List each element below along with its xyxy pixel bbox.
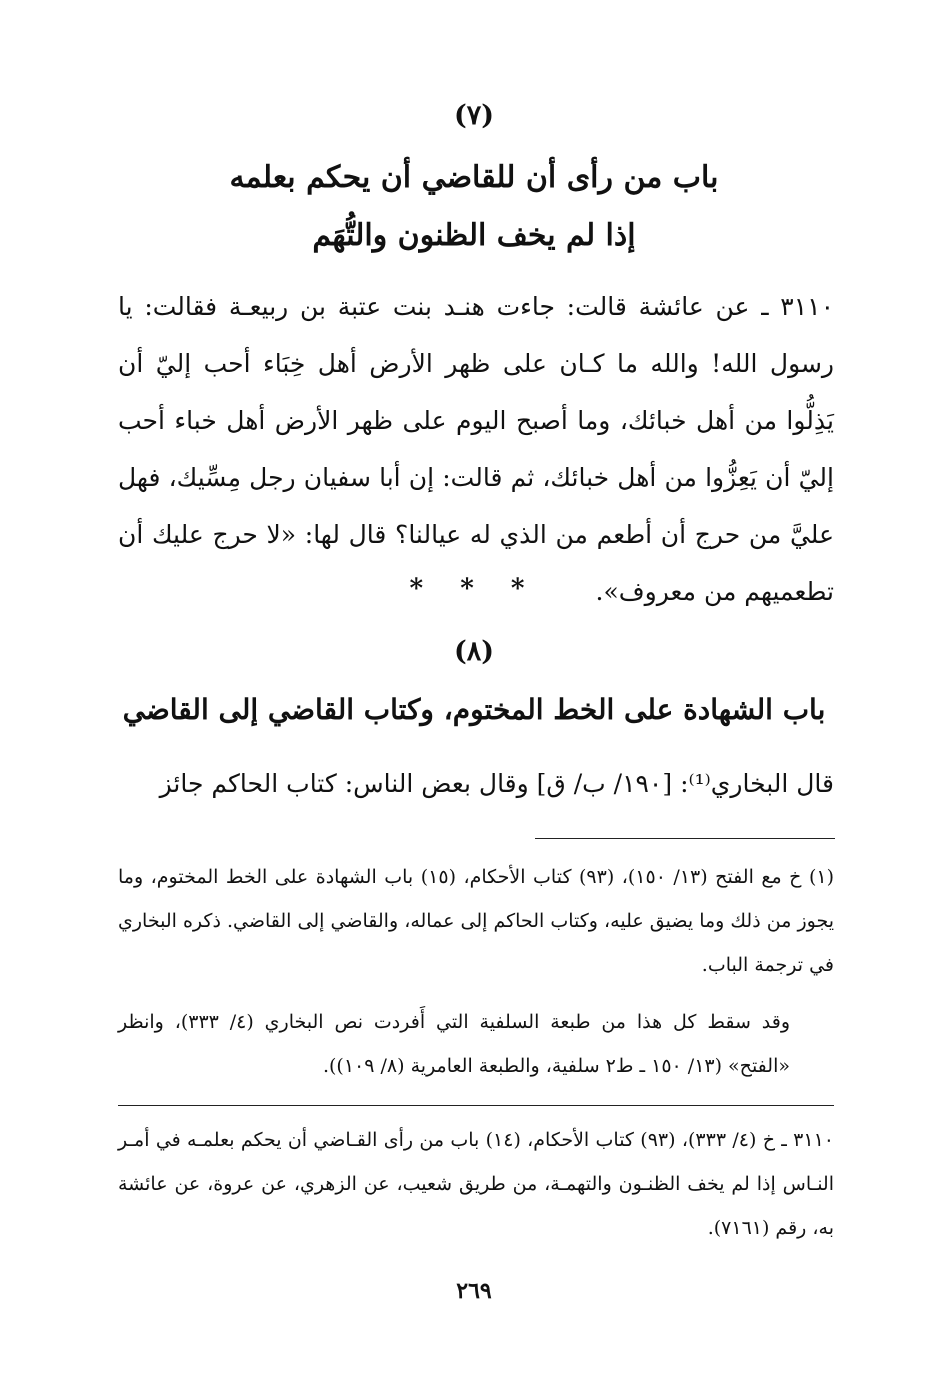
section-separator: * * * [409, 574, 539, 604]
footnote-1-continuation: وقد سقط كل هذا من طبعة السلفية التي أَفردت نص البخاري (٤/ ٣٣٣)، وانظر «الفتح» (١٣/ ١٥٠ ـ ط٢ سلفية، والطبعة العامرية (٨/ ١٠٩)). [118, 1011, 790, 1077]
hadith-text: ٣١١٠ ـ عن عائشة قالت: جاءت هنـد بنت عتبة بن ربيعـة فقالت: يا رسول الله! والله ما كـان على ظهر الأرض أهل خِبَاء أحب إليّ أن يَذِلُّوا من أهل خبائك، وما أصبح اليوم على ظهر الأرض أهل خباء أحب إليّ أن يَعِزُّوا من أهل خبائك، ثم قالت: إن أبا سفيان رجل مِسِّيك، فهل عليَّ من حرج أن أطعم من الذي له عيالنا؟ قال لها: «لا حرج عليك أن تطعميهم من معروف». [118, 292, 834, 606]
chapter-number-8: (٨) [453, 636, 495, 667]
hadith-reference-note: ٣١١٠ ـ خ (٤/ ٣٣٣)، (٩٣) كتاب الأحكام، (١٤) باب من رأى القـاضي أن يحكم بعلمـه في أمـر النـاس إذا لم يخف الظنـون والتهمـة، من طريق شعيب، عن الزهري، عن عروة، عن عائشة به، رقم (٧١٦١). [118, 1129, 834, 1239]
footnote-1: (١) خ مع الفتح (١٣/ ١٥٠)، (٩٣) كتاب الأحكام، (١٥) باب الشهادة على الخط المختوم، وما يجوز من ذلك وما يضيق عليه، وكتاب الحاكم إلى عماله، والقاضي إلى القاضي. ذكره البخاري في ترجمة الباب. [118, 866, 834, 976]
commentary-divider [118, 1105, 834, 1106]
chapter-title-8: باب الشهادة على الخط المختوم، وكتاب القاضي إلى القاضي [122, 693, 826, 726]
chapter-title-7-line2: إذا لم يخف الظنون والتُّهَم [312, 218, 636, 253]
chapter-number-7: (٧) [453, 100, 495, 131]
page-number: ٢٦٩ [456, 1278, 492, 1304]
footnote-divider [535, 838, 835, 839]
chapter-title-7-line1: باب من رأى أن للقاضي أن يحكم بعلمه [229, 160, 719, 195]
bukhari-quote: قال البخاري⁽¹⁾: [١٩٠/ ب/ ق] وقال بعض الناس: كتاب الحاكم جائز [159, 769, 834, 798]
